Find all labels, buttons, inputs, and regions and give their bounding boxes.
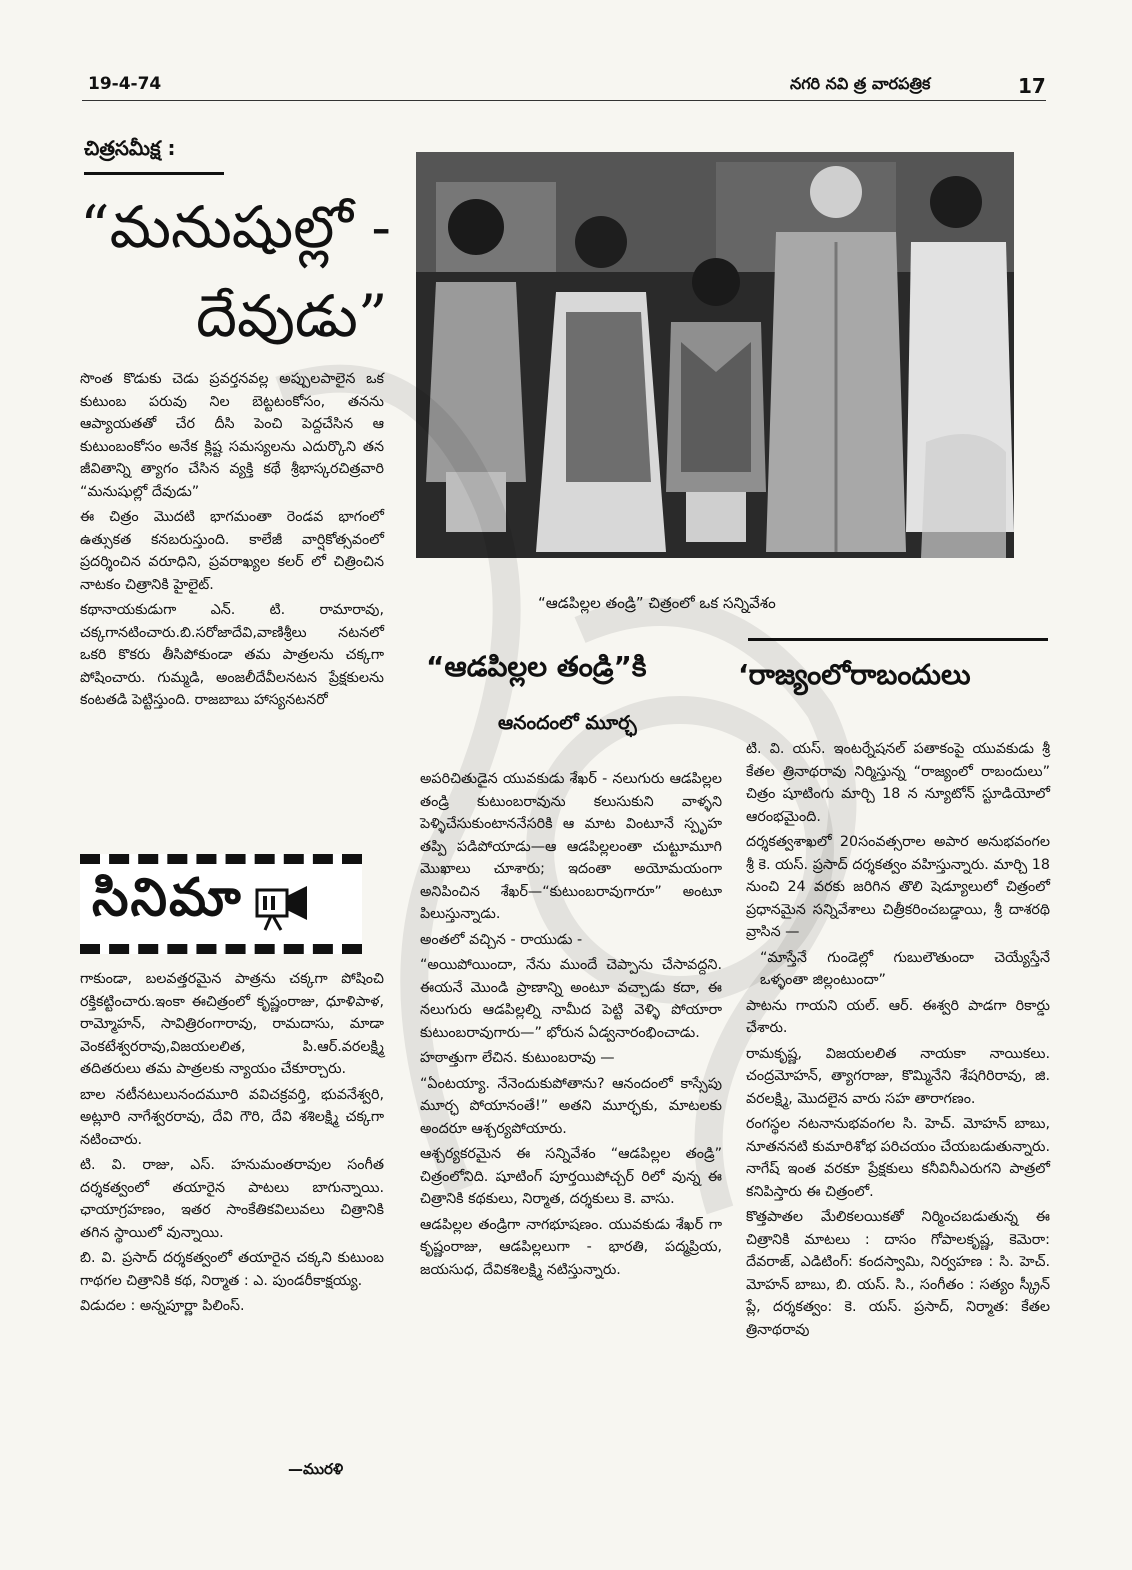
review-paragraph: బాల నటీనటులునందమూరి వవిచక్రవర్తి, భువనేశ్వరి, అట్లూరి నాగేశ్వరరావు, దేవి గౌరి, దేవి శశిలక్ష్మి చక్కగా నటించారు. (80, 1086, 384, 1148)
review-paragraph: గాకుండా, బలవత్తరమైన పాత్రను చక్కగా పోషించి రక్తికట్టించారు.ఇంకా ఈచిత్రంలో కృష్ణంరాజు, ధూళిపాళ, రామ్మోహన్, సావిత్రిరంగారావు, రామదాసు, మాడా వెంకటేశ్వరరావు,విజయలలిత, పి.ఆర్.వరలక్ష్మి తదితరులు తమ పాత్రలకు న్యాయం చేకూర్చారు. (80, 971, 384, 1077)
news-paragraph: కొత్తపాతల మేలికలయికతో నిర్మించబడుతున్న ఈ చిత్రానికి మాటలు : దాసం గోపాలకృష్ణ, కెమెరా: దేవరాజ్, ఎడిటింగ్: కందస్వామి, నిర్వహణ : సి. హెచ్. మోహన్ బాబు, బి. యస్. సి., సంగీతం : సత్యం స్క్రీన్ ప్లే, దర్శకత్వం: కె. యస్. ప్రసాద్, నిర్మాత: కేతల త్రినాథరావు (746, 1209, 1050, 1338)
article-headline: “ఆడపిల్లల తండ్రి”కి (426, 650, 647, 683)
page-number: 17 (1018, 74, 1046, 98)
news-body (746, 738, 1050, 1344)
publication-name: నగరి నవి త్ర వారపత్రిక (790, 74, 931, 93)
review-paragraph: కథానాయకుడుగా ఎన్. టి. రామారావు, చక్కగానటించారు.బి.సరోజాదేవి,వాణిశ్రీలు నటనలో ఒకరి కొకరు తీసిపోకుండా తమ పాత్రలను చక్కగా పోషించారు. గుమ్మడి, అంజలీదేవీలనటన ప్రేక్షకులను కంటతడి పెట్టిస్తుంది. రాజబాబు హాస్యనటనరో (80, 602, 384, 708)
news-paragraph: “మాస్తేనే గుండెల్లో గుబులౌతుందా చెయ్యేస్తేనే ఒళ్ళంతా జిల్లంటుందా” (760, 949, 1050, 988)
review-body-continued (80, 968, 384, 1321)
article-paragraph: ఆడపిల్లల తండ్రిగా నాగభూషణం. యువకుడు శేఖర్ గా కృష్ణంరాజు, ఆడపిల్లలుగా - భారతి, పద్మప్రియ, జయసుధ, దేవికశిలక్ష్మి నటిస్తున్నారు. (420, 1216, 722, 1278)
review-body (80, 368, 384, 715)
film-projector-icon (253, 876, 313, 932)
reviewer-signature: —మురళి (288, 1460, 344, 1478)
review-paragraph: ఈ చిత్రం మొదటి భాగమంతా రెండవ భాగంలో ఉత్సుకత కనబరుస్తుంది. కాలేజీ వార్షికోత్సవంలో ప్రదర్శించిన వరూధిని, ప్రవరాఖ్యల కలర్ లో చిత్రించిన నాటకం చిత్రానికి హైలైట్. (80, 509, 384, 593)
news-paragraph: పాటను గాయని యల్. ఆర్. ఈశ్వరి పాడగా రికార్డు చేశారు. (746, 997, 1050, 1036)
review-paragraph: టి. వి. రాజు, ఎస్. హనుమంతరావుల సంగీత దర్శకత్వంలో తయారైన పాటలు బాగున్నాయి. ఛాయాగ్రహణం, ఇతర సాంకేతికవిలువలు చిత్రానికి తగిన స్థాయిలో వున్నాయి. (80, 1157, 384, 1241)
news-paragraph: దర్శకత్వశాఖలో 20సంవత్సరాల అపార అనుభవంగల శ్రీ కె. యస్. ప్రసాద్ దర్శకత్వం వహిస్తున్నారు. మార్చి 18 నుంచి 24 వరకు జరిగిన తొలి షెడ్యూలులో చిత్రంలో ప్రధానమైన సన్నివేశాలు చిత్రీకరించబడ్డాయి, శ్రీ దాశరథి వ్రాసిన — (746, 834, 1050, 940)
article-subhead: ఆనందంలో మూర్ఛ (498, 712, 637, 734)
news-paragraph: టి. వి. యస్. ఇంటర్నేషనల్ పతాకంపై యువకుడు శ్రీ కేతల త్రినాథరావు నిర్మిస్తున్న “రాజ్యంలో రాబందులు” చిత్రం షూటింగు మార్చి 18 న న్యూటోన్ స్టూడియోలో ఆరంభమైంది. (746, 741, 1050, 825)
article-body (420, 768, 722, 1284)
article-paragraph: హఠాత్తుగా లేచిన. కుటుంబరావు — (420, 1050, 615, 1066)
article-paragraph: అంతలో వచ్చిన - రాయుడు - (420, 931, 583, 948)
cinema-banner-text: సినిమా (92, 867, 243, 928)
section-rule (84, 172, 224, 175)
film-still-photo (416, 152, 1014, 558)
article-paragraph: “ఏంటయ్యా. నేనెందుకుపోతాను? ఆనందంలో కాస్సేపు మూర్ఛ పోయానంతే!” అతని మూర్ఛకు, మాటలకు అందరూ ఆశ్చర్యపోయారు. (420, 1075, 722, 1137)
news-paragraph: రంగస్థల నటనానుభవంగల సి. హెచ్. మోహన్ బాబు, నూతననటి కుమారిశోభ పరిచయం చేయబడుతున్నారు. నాగేష్ ఇంత వరకూ ప్రేక్షకులు కనీవినీఎరుగని పాత్రలో కనిపిస్తారు ఈ చిత్రంలో. (746, 1116, 1050, 1200)
section-label: చిత్రసమీక్ష : (84, 136, 176, 160)
review-paragraph: విడుదల : అన్నపూర్ణా పిలింస్. (80, 1298, 245, 1314)
photo-caption: “ఆడపిల్లల తండ్రి” చిత్రంలో ఒక సన్నివేశం (538, 594, 776, 612)
right-column-rule (748, 638, 1048, 641)
article-paragraph: అపరిచితుడైన యువకుడు శేఖర్ - నలుగురు ఆడపిల్లల తండ్రి కుటుంబరావును కలుసుకుని వాళ్ళని పెళ్ళిచేసుకుంటాననేసరికి ఆ మాట వింటూనే స్పృహ తప్పి పడిపోయాడు—ఆ ఆడపిల్లలంతా చుట్టూమూగి మొఖాలు చూశారు; ఇదంతా అయోమయంగా అనిపించిన శేఖర్—“కుటుంబరావుగారూ” అంటూ పిలుస్తున్నాడు. (420, 771, 722, 922)
review-paragraph: బి. వి. ప్రసాద్ దర్శకత్వంలో తయారైన చక్కని కుటుంబ గాథగల చిత్రానికి కథ, నిర్మాత : ఎ. పుండరీకాక్షయ్య. (80, 1250, 384, 1289)
cinema-banner (80, 854, 362, 954)
article-paragraph: ఆశ్చర్యకరమైన ఈ సన్నివేశం “ఆడపిల్లల తండ్రి” చిత్రంలోనిది. షూటింగ్ పూర్తయిపోచ్చర్ రిలో వున్న ఈ చిత్రానికి కథకులు, నిర్మాత, దర్శకులు కె. వాసు. (420, 1146, 722, 1207)
news-paragraph: రామకృష్ణ, విజయలలిత నాయకా నాయికలు. చంద్రమోహన్, త్యాగరాజు, కొమ్మినేని శేషగిరిరావు, జి. వరలక్ష్మి, మొదలైన వారు సహ తారాగణం. (746, 1045, 1050, 1107)
news-headline: ‘రాజ్యంలోరాబందులు (738, 658, 971, 691)
header-rule (82, 100, 1046, 101)
review-title-line1: “మనుషుల్లో - (80, 193, 391, 261)
review-paragraph: సొంత కొడుకు చెడు ప్రవర్తనవల్ల అప్పులపాలైన ఒక కుటుంబ పరువు నిల బెట్టటంకోసం, తనను ఆప్యాయతతో చేర దీసి పెంచి పెద్దచేసిన ఆ కుటుంబంకోసం అనేక క్లిష్ట సమస్యలను ఎదుర్కొని తన జీవితాన్ని త్యాగం చేసిన వ్యక్తి కథే శ్రీభాస్కరచిత్రవారి “మనుషుల్లో దేవుడు” (80, 371, 384, 500)
review-title-line2: దేవుడు” (196, 282, 388, 350)
article-paragraph: “అయిపోయిందా, నేను ముందే చెప్పాను చేసావద్దని. ఈయనే మొండి ప్రాణాన్ని అంటూ వచ్చాడు కదా, ఈ నలుగురు ఆడపిల్లల్ని నామీద పెట్టి వెళ్ళి పోయారా కుటుంబరావుగారు—” భోరున ఏడ్వనారంభించాడు. (420, 957, 722, 1041)
issue-date: 19-4-74 (88, 74, 162, 94)
